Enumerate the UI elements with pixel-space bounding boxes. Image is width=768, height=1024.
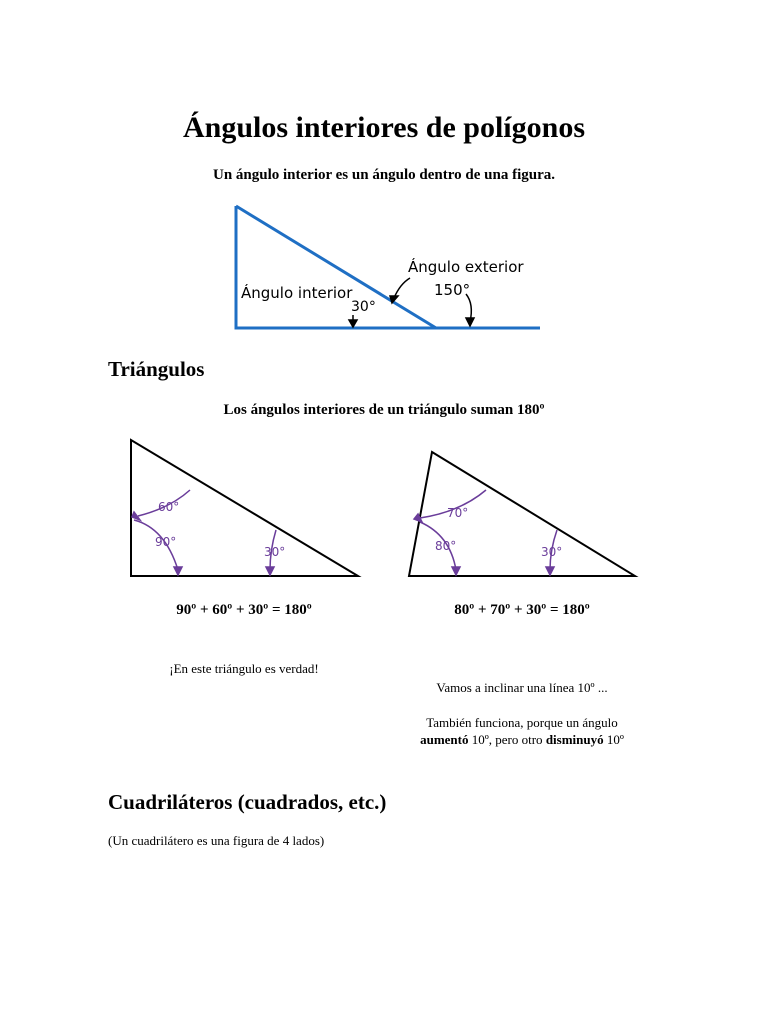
left-30-head xyxy=(266,567,274,575)
right-angle-80: 80° xyxy=(435,539,457,553)
interior-angle-value: 30° xyxy=(351,299,376,315)
exterior-angle-arrow xyxy=(394,278,410,298)
interior-angle-arrowhead xyxy=(349,320,357,327)
right-note-2-decreased: disminuyó xyxy=(545,732,604,747)
left-equation: 90º + 60º + 30º = 180º xyxy=(176,602,312,618)
left-note: ¡En este triángulo es verdad! xyxy=(169,661,319,676)
right-equation: 80º + 70º + 30º = 180º xyxy=(454,602,590,618)
right-angle-70: 70° xyxy=(447,506,469,520)
interior-angle-label: Ángulo interior xyxy=(241,284,353,302)
left-angle-90: 90° xyxy=(155,535,177,549)
triangles-heading: Triángulos xyxy=(108,357,205,381)
left-angle-30: 30° xyxy=(264,545,286,559)
right-note-2-mid: 10º, pero otro xyxy=(468,732,546,747)
right-30-head xyxy=(546,567,554,575)
page-subtitle: Un ángulo interior es un ángulo dentro de una figura. xyxy=(212,167,555,183)
exterior-angle-label: Ángulo exterior xyxy=(408,258,524,276)
right-note-1: Vamos a inclinar una línea 10º ... xyxy=(436,680,608,695)
right-note-2 xyxy=(372,714,672,748)
quadrilaterals-heading: Cuadriláteros (cuadrados, etc.) xyxy=(108,790,387,814)
right-note-2-line1: También funciona, porque un ángulo xyxy=(426,715,618,730)
right-note-2-increased: aumentó xyxy=(420,732,469,747)
right-80-head xyxy=(452,567,460,575)
exterior-angle-value: 150° xyxy=(434,281,471,299)
right-note-2-end: 10º xyxy=(603,732,624,747)
triangles-statement: Los ángulos interiores de un triángulo suman 180º xyxy=(223,402,545,418)
right-angle-30: 30° xyxy=(541,545,563,559)
page-title: Ángulos interiores de polígonos xyxy=(183,111,585,144)
left-90-head xyxy=(174,567,182,575)
quadrilaterals-note: (Un cuadrilátero es una figura de 4 lados) xyxy=(108,833,325,848)
exterior-angle-arc-head xyxy=(466,318,474,326)
triangle-outline xyxy=(236,206,436,328)
triangles-figure xyxy=(0,430,768,590)
left-angle-60: 60° xyxy=(158,500,180,514)
right-triangle xyxy=(409,452,635,576)
interior-exterior-angle-figure xyxy=(0,0,768,360)
